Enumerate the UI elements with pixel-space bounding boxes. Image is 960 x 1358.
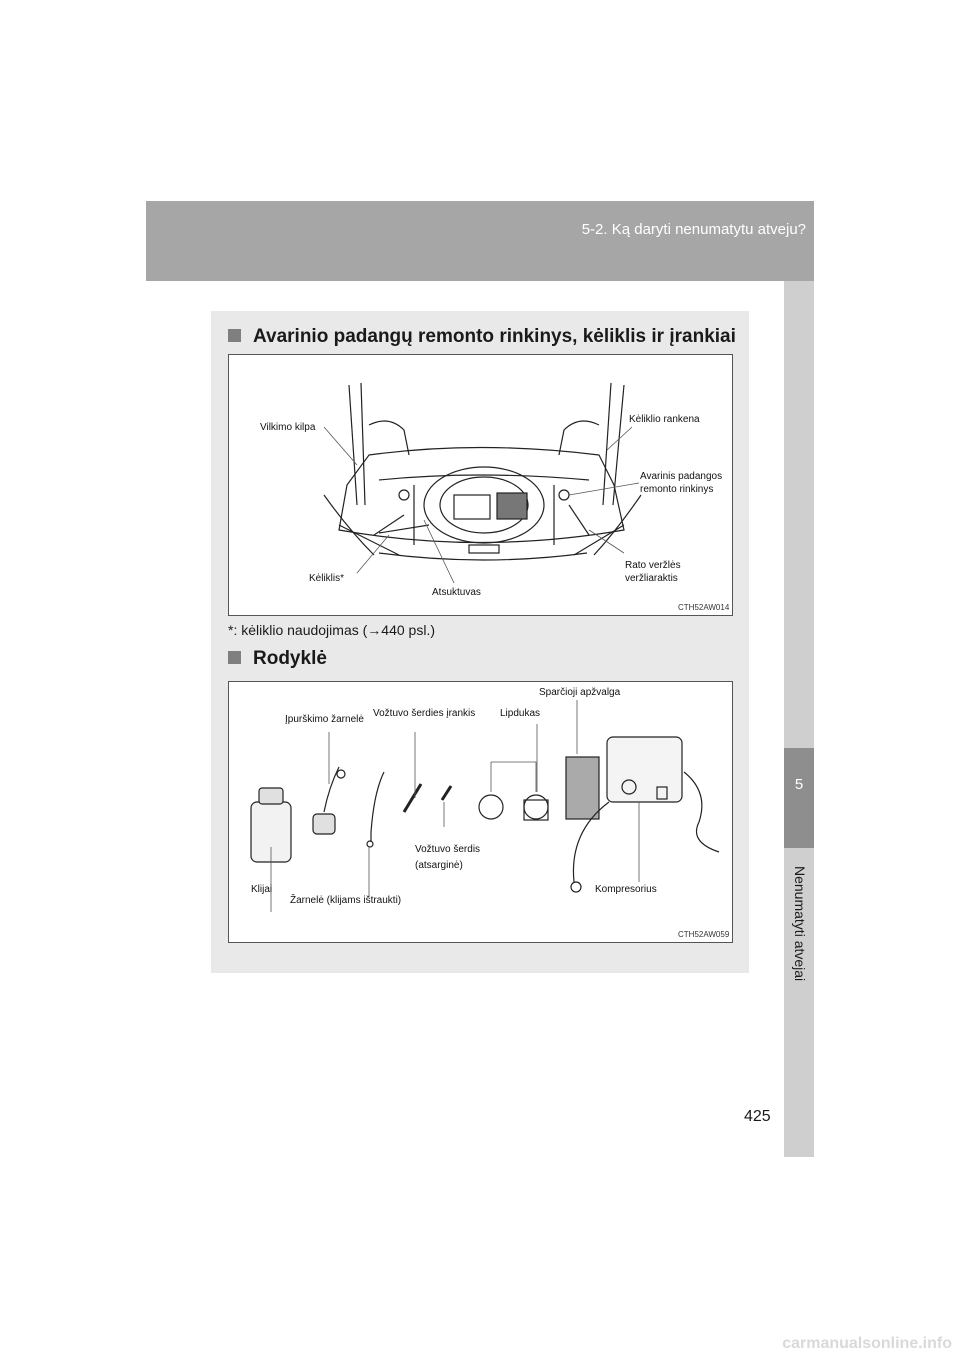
callout-valve-core-line2: (atsarginė) — [415, 860, 463, 871]
section-heading-index-text: Rodyklė — [253, 648, 327, 669]
footnote — [228, 622, 435, 638]
callout-valve-core-tool: Vožtuvo šerdies įrankis — [373, 708, 476, 719]
callout-repair-kit-line1: Avarinis padangos — [640, 471, 723, 482]
callout-compressor: Kompresorius — [595, 884, 657, 895]
callout-sticker: Lipdukas — [500, 708, 541, 719]
section-heading-kit — [228, 326, 736, 348]
callout-screwdriver: Atsuktuvas — [432, 587, 481, 598]
trunk-tools-figure — [228, 354, 733, 616]
chapter-number: 5 — [794, 776, 804, 793]
kit-contents-figure — [228, 681, 733, 943]
callout-tow-eye: Vilkimo kilpa — [260, 422, 316, 433]
square-bullet-icon — [228, 651, 241, 664]
section-heading-kit-text: Avarinio padangų remonto rinkinys, kėliklis ir įrankiai — [253, 326, 736, 347]
arrow-right-icon: → — [367, 622, 382, 638]
callout-injection-hose: Įpurškimo žarnelė — [285, 714, 364, 725]
watermark-logo — [720, 1328, 960, 1358]
page-header — [146, 201, 814, 281]
callout-quick-guide: Sparčioji apžvalga — [539, 687, 621, 698]
callout-jack-handle: Kėliklio rankena — [629, 414, 700, 425]
section-heading-index — [228, 648, 327, 670]
callout-sealant: Klijai — [251, 884, 273, 895]
callout-jack: Kėliklis* — [309, 573, 345, 584]
header-title: 5-2. Ką daryti nenumatytu atveju? — [581, 221, 806, 238]
figure-code-2: CTH52AW059 — [678, 930, 730, 939]
callout-repair-kit-line2: remonto rinkinys — [640, 484, 714, 495]
callout-extraction-hose: Žarnelė (klijams ištraukti) — [290, 895, 402, 906]
page-number: 425 — [744, 1108, 771, 1125]
callout-valve-core-line1: Vožtuvo šerdis — [415, 844, 481, 855]
footnote-prefix: *: kėliklio naudojimas ( — [228, 622, 368, 638]
chapter-tab[interactable] — [784, 748, 814, 848]
square-bullet-icon — [228, 329, 241, 342]
watermark-text: carmanualsonline.info — [782, 1335, 952, 1352]
callout-lug-wrench-line2: veržliaraktis — [625, 573, 678, 584]
callout-lug-wrench-line1: Rato veržlės — [625, 560, 681, 571]
footnote-page-ref[interactable]: 440 psl.) — [381, 622, 435, 638]
figure-code-1: CTH52AW014 — [678, 603, 730, 612]
chapter-label: Nenumatyti atvejai — [792, 866, 808, 982]
